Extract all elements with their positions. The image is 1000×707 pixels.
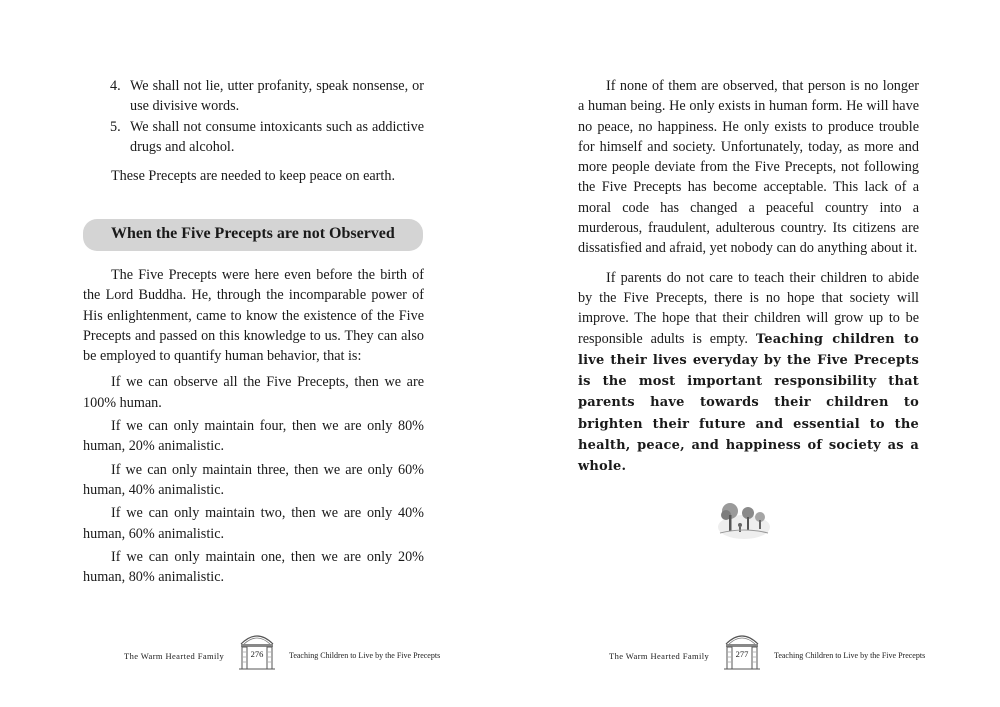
footer-chapter-title: Teaching Children to Live by the Five Precepts xyxy=(289,651,441,660)
list-item xyxy=(110,76,424,117)
percent-paragraph: If we can only maintain two, then we are only 40% human, 60% animalistic. xyxy=(83,505,424,542)
precept-list xyxy=(110,76,424,157)
section-heading: When the Five Precepts are not Observed xyxy=(111,225,395,242)
list-text: We shall not consume intoxicants such as addictive drugs and alcohol. xyxy=(130,118,424,155)
body-paragraph: The Five Precepts were here even before the birth of the Lord Buddha. He, through the incomparable power of His enlightenment, came to know the existence of the Five Precepts and passed on this knowledge to us. They can also be employed to quantify human behavior, that is: xyxy=(83,267,424,365)
footer-book-title: The Warm Hearted Family xyxy=(124,651,225,661)
trees-illustration-icon xyxy=(716,497,772,543)
list-item xyxy=(110,117,424,158)
body-block xyxy=(83,265,424,587)
page-footer xyxy=(500,630,1000,670)
footer-chapter-title: Teaching Children to Live by the Five Precepts xyxy=(774,651,926,660)
page-number: 277 xyxy=(733,649,751,659)
footer-book-title: The Warm Hearted Family xyxy=(609,651,710,661)
percent-paragraph: If we can only maintain four, then we are only 80% human, 20% animalistic. xyxy=(83,418,424,455)
temple-gate-icon xyxy=(239,630,275,670)
percent-paragraph: If we can only maintain three, then we are only 60% human, 40% animalistic. xyxy=(83,461,424,498)
page-footer xyxy=(0,630,500,670)
right-page xyxy=(500,0,1000,707)
body-paragraph xyxy=(578,268,919,478)
page-number: 276 xyxy=(248,649,266,659)
body-paragraph: If none of them are observed, that person is no longer a human being. He only exists in human form. He will have no peace, no happiness. He only exists to produce trouble for himself and society. Unfortunately, today, as more and more people deviate from the Five Precepts, not following the Five Precepts has become acceptable. This lack of a moral code has changed a peaceful country into a murderous, fraudulent, adulterous country. Its citizens are dissatisfied and afraid, yet nobody can do anything about it. xyxy=(578,78,919,257)
intro-paragraph: These Precepts are needed to keep peace on earth. xyxy=(111,168,395,184)
list-number: 5. xyxy=(110,118,121,135)
temple-gate-icon xyxy=(724,630,760,670)
right-body-block xyxy=(578,76,919,478)
list-number: 4. xyxy=(110,78,121,94)
paragraph-text: If parents do not care to teach their children to abide by the Five Precepts, there is no hope that society will improve. The hope that their children will grow up to be responsible adults is empty. xyxy=(578,269,919,347)
list-text: We shall not lie, utter profanity, speak nonsense, or use divisive words. xyxy=(130,78,424,115)
percent-paragraph: If we can only maintain one, then we are only 20% human, 80% animalistic. xyxy=(83,548,424,586)
section-heading-box xyxy=(83,219,423,251)
intro-block xyxy=(83,166,424,186)
emphasis-text: Teaching children to live their lives everyday by the Five Precepts is the most important responsibility that parents have towards their children to brighten their future and essential to the health, peace, and happiness of society as a whole. xyxy=(578,331,920,475)
percent-paragraph: If we can observe all the Five Precepts, then we are 100% human. xyxy=(83,374,424,411)
